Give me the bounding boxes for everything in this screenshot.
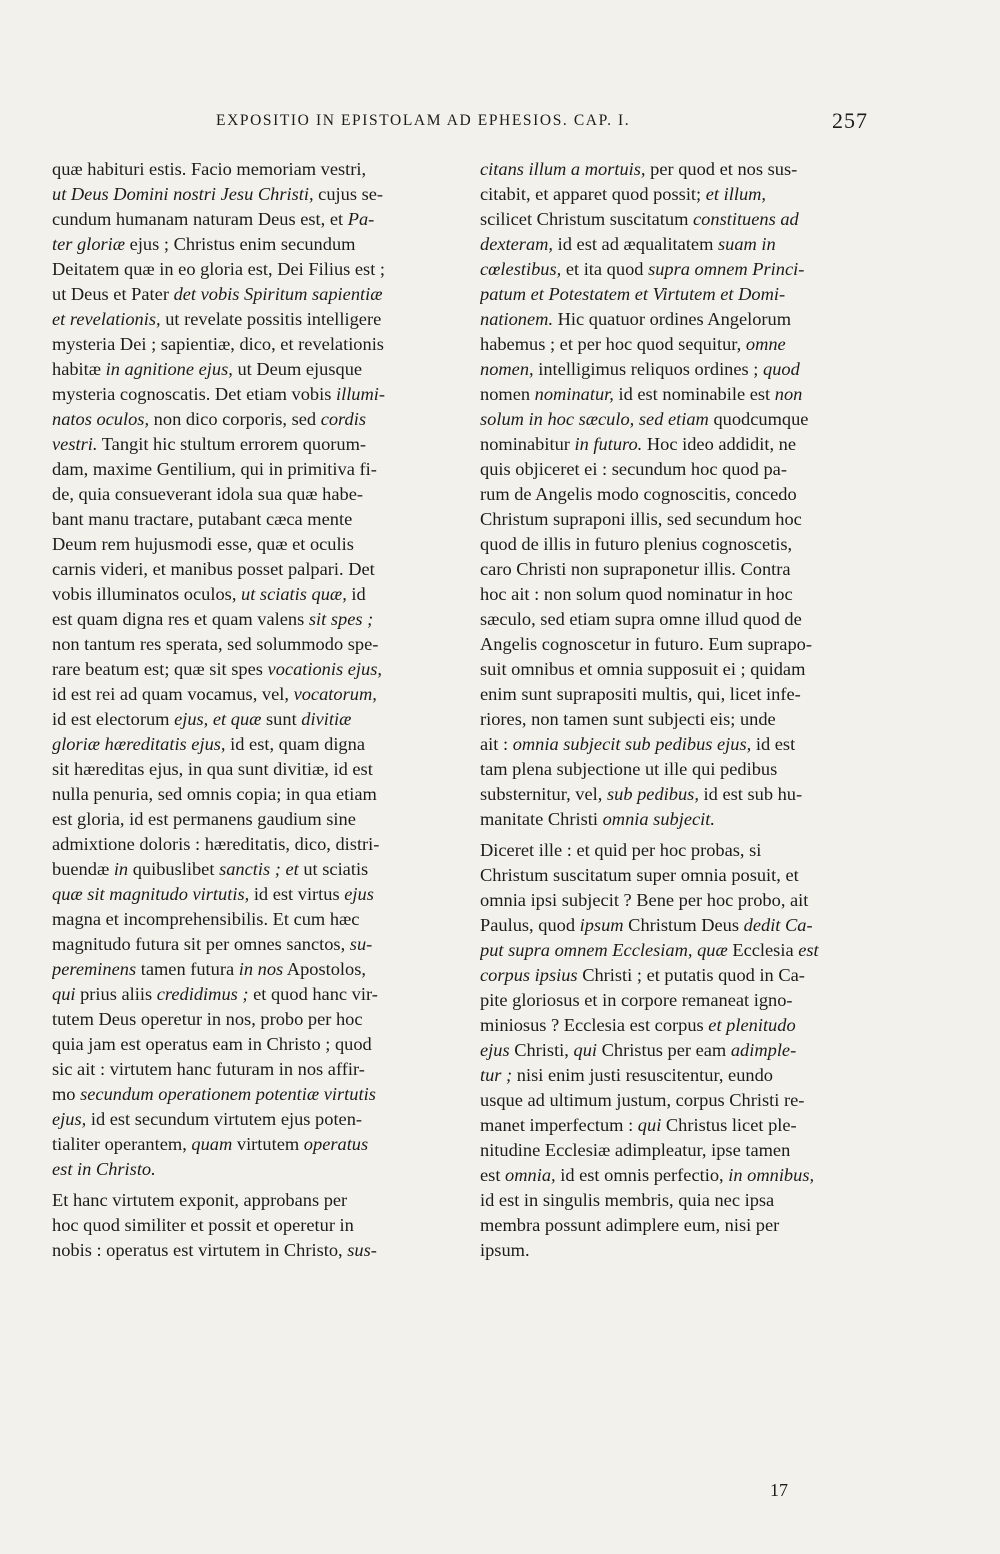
text-line <box>52 957 446 982</box>
italic-phrase: in futuro. <box>574 434 643 454</box>
text-run: habemus ; et per hoc quod sequitur, <box>480 334 746 354</box>
text-run: ut Deum ejusque <box>232 359 363 379</box>
text-run: est <box>480 1165 506 1185</box>
text-run: riores, non tamen sunt subjecti eis; unde <box>480 709 776 729</box>
text-run: Christum suscitatum super omnia posuit, et <box>480 865 799 885</box>
text-run: manitate Christi <box>480 809 603 829</box>
italic-phrase: ipsum <box>579 915 624 935</box>
text-run: rum de Angelis modo cognoscitis, concedo <box>480 484 797 504</box>
italic-phrase: vocatorum, <box>293 684 377 704</box>
text-line <box>52 582 446 607</box>
text-run: id est electorum <box>52 709 175 729</box>
italic-phrase: solum in hoc sæculo, sed etiam <box>480 409 709 429</box>
text-run: tutem Deus operetur in nos, probo per hoc <box>52 1009 363 1029</box>
text-run: hoc quod similiter et possit et operetur in <box>52 1215 354 1235</box>
text-line <box>480 682 872 707</box>
italic-phrase: cœlestibus, <box>480 259 562 279</box>
text-run: quæ habituri estis. Facio memoriam vestri, <box>52 159 367 179</box>
italic-phrase: ut Deus Domini nostri Jesu Christi, <box>52 184 314 204</box>
text-run: id est in singulis membris, quia nec ipsa <box>480 1190 775 1210</box>
signature-mark: 17 <box>770 1480 788 1500</box>
italic-phrase: quæ sit magnitudo virtutis, <box>52 884 250 904</box>
text-line <box>480 532 872 557</box>
italic-phrase: sanctis ; et <box>219 859 299 879</box>
text-line <box>480 407 872 432</box>
text-line <box>480 382 872 407</box>
text-run: id est sub hu- <box>698 784 803 804</box>
text-line <box>52 357 446 382</box>
text-line <box>52 1213 446 1238</box>
text-run: id est ad æqualitatem <box>553 234 718 254</box>
text-run: quodcumque <box>708 409 809 429</box>
text-run: Apostolos, <box>283 959 366 979</box>
text-line <box>480 257 872 282</box>
text-line <box>480 432 872 457</box>
text-run: habitæ <box>52 359 106 379</box>
left-text-column <box>52 157 446 1263</box>
italic-phrase: cordis <box>320 409 366 429</box>
text-line <box>480 1113 872 1138</box>
italic-phrase: put supra omnem Ecclesiam, quæ <box>480 940 728 960</box>
text-line <box>52 707 446 732</box>
text-run: magna et incomprehensibilis. Et cum hæc <box>52 909 360 929</box>
text-line <box>480 1013 872 1038</box>
text-run: tam plena subjectione ut ille qui pedibus <box>480 759 778 779</box>
text-run: id <box>346 584 366 604</box>
italic-phrase: vestri. <box>52 434 98 454</box>
italic-phrase: omnia subjecit. <box>602 809 715 829</box>
text-run: mysteria cognoscatis. Det etiam vobis <box>52 384 336 404</box>
italic-phrase: omnia, <box>505 1165 556 1185</box>
text-run: Paulus, quod <box>480 915 580 935</box>
text-line <box>52 757 446 782</box>
italic-phrase: et plenitudo <box>708 1015 796 1035</box>
italic-phrase: operatus <box>303 1134 369 1154</box>
text-line <box>480 632 872 657</box>
text-line <box>52 207 446 232</box>
italic-phrase: pereminens <box>52 959 137 979</box>
text-run: de, quia consueverant idola sua quæ habe- <box>52 484 364 504</box>
text-run: sic ait : virtutem hanc futuram in nos affir- <box>52 1059 365 1079</box>
italic-phrase: est in Christo. <box>52 1159 156 1179</box>
text-line <box>480 507 872 532</box>
text-line <box>52 482 446 507</box>
text-run: tamen futura <box>136 959 239 979</box>
italic-phrase: citans illum a mortuis, <box>480 159 646 179</box>
text-run: quia jam est operatus eam in Christo ; quod <box>52 1034 372 1054</box>
text-run: et ita quod <box>561 259 649 279</box>
text-run: Christum supraponi illis, sed secundum hoc <box>480 509 802 529</box>
text-run: cujus se- <box>313 184 384 204</box>
text-run: miniosus ? Ecclesia est corpus <box>480 1015 709 1035</box>
text-run: admixtione doloris : hæreditatis, dico, distri- <box>52 834 380 854</box>
text-run: Ecclesia <box>727 940 799 960</box>
text-run: Christum Deus <box>623 915 744 935</box>
text-run: caro Christi non supraponetur illis. Contra <box>480 559 791 579</box>
text-line <box>52 332 446 357</box>
text-line <box>52 432 446 457</box>
text-line <box>480 607 872 632</box>
text-run: omnia ipsi subjecit ? Bene per hoc probo, ait <box>480 890 809 910</box>
text-line <box>480 357 872 382</box>
italic-phrase: in agnitione ejus, <box>105 359 233 379</box>
italic-phrase: sus- <box>347 1240 377 1260</box>
text-line <box>480 863 872 888</box>
running-title: EXPOSITIO IN EPISTOLAM AD EPHESIOS. CAP. I. <box>216 112 631 129</box>
text-line <box>52 557 446 582</box>
italic-phrase: dedit Ca- <box>743 915 813 935</box>
text-line <box>52 532 446 557</box>
text-run: citabit, et apparet quod possit; <box>480 184 706 204</box>
text-run: ipsum. <box>480 1240 530 1260</box>
text-run: id est rei ad quam vocamus, vel, <box>52 684 294 704</box>
text-run: non tantum res sperata, sed solummodo spe- <box>52 634 379 654</box>
text-line <box>480 1138 872 1163</box>
text-line <box>52 507 446 532</box>
italic-phrase: et illum, <box>705 184 767 204</box>
text-line <box>480 913 872 938</box>
text-line <box>52 1188 446 1213</box>
text-run: ut sciatis <box>298 859 369 879</box>
text-run: id est, quam digna <box>225 734 365 754</box>
text-run: bant manu tractare, putabant cæca mente <box>52 509 353 529</box>
italic-phrase: nominatur, <box>534 384 614 404</box>
text-line <box>480 988 872 1013</box>
italic-phrase: omnia subjecit sub pedibus ejus, <box>512 734 752 754</box>
text-line <box>480 1038 872 1063</box>
text-run: Hic quatuor ordines Angelorum <box>553 309 792 329</box>
text-run: id est secundum virtutem ejus poten- <box>86 1109 363 1129</box>
italic-phrase: tur ; <box>480 1065 513 1085</box>
text-line <box>52 682 446 707</box>
italic-phrase: et revelationis, <box>52 309 161 329</box>
italic-phrase: quod <box>763 359 800 379</box>
text-run: manet imperfectum : <box>480 1115 638 1135</box>
text-run: mysteria Dei ; sapientiæ, dico, et revelationis <box>52 334 384 354</box>
text-run: nomen <box>480 384 535 404</box>
text-line <box>52 782 446 807</box>
italic-phrase: ejus, <box>52 1109 87 1129</box>
italic-phrase: natos oculos, <box>52 409 150 429</box>
italic-phrase: sub pedibus, <box>606 784 699 804</box>
italic-phrase: non <box>774 384 803 404</box>
italic-phrase: su- <box>349 934 373 954</box>
text-line <box>52 657 446 682</box>
text-line <box>52 407 446 432</box>
italic-phrase: supra omnem Princi- <box>648 259 805 279</box>
text-run: ut Deus et Pater <box>52 284 174 304</box>
text-line <box>52 157 446 182</box>
text-line <box>52 1007 446 1032</box>
italic-phrase: in <box>113 859 129 879</box>
text-line <box>52 882 446 907</box>
text-line <box>52 607 446 632</box>
text-line <box>480 782 872 807</box>
text-run: virtutem <box>232 1134 304 1154</box>
text-run: carnis videri, et manibus posset palpari. Det <box>52 559 375 579</box>
text-run: pite gloriosus et in corpore remaneat igno- <box>480 990 793 1010</box>
italic-phrase: in omnibus, <box>728 1165 815 1185</box>
text-run: quibuslibet <box>128 859 220 879</box>
text-line <box>480 557 872 582</box>
italic-phrase: nomen, <box>480 359 534 379</box>
text-line <box>480 232 872 257</box>
text-line <box>480 1063 872 1088</box>
text-line <box>480 1213 872 1238</box>
text-line <box>52 857 446 882</box>
text-run: Tangit hic stultum errorem quorum- <box>97 434 367 454</box>
text-line <box>52 1132 446 1157</box>
text-run: sunt <box>261 709 302 729</box>
text-line <box>52 807 446 832</box>
text-run: suit omnibus et omnia supposuit ei ; quidam <box>480 659 806 679</box>
text-run: intelligimus reliquos ordines ; <box>533 359 763 379</box>
text-run: prius aliis <box>75 984 157 1004</box>
text-line <box>52 257 446 282</box>
text-line <box>480 757 872 782</box>
text-run: vobis illuminatos oculos, <box>52 584 242 604</box>
text-run: ejus ; Christus enim secundum <box>125 234 356 254</box>
text-run: Christus licet ple- <box>661 1115 797 1135</box>
italic-phrase: ut sciatis quæ, <box>241 584 347 604</box>
page-number: 257 <box>832 108 868 133</box>
text-run: substernitur, vel, <box>480 784 607 804</box>
text-run: Diceret ille : et quid per hoc probas, si <box>480 840 762 860</box>
text-run: sit hæreditas ejus, in qua sunt divitiæ, id est <box>52 759 373 779</box>
italic-phrase: qui <box>637 1115 662 1135</box>
text-line <box>480 838 872 863</box>
italic-phrase: divitiæ <box>301 709 352 729</box>
running-head <box>0 108 1000 140</box>
text-run: Christi, <box>509 1040 574 1060</box>
text-line <box>480 963 872 988</box>
italic-phrase: omne <box>745 334 786 354</box>
text-line <box>52 1238 446 1263</box>
italic-phrase: qui <box>52 984 76 1004</box>
text-run: id est virtus <box>249 884 345 904</box>
text-run: Deitatem quæ in eo gloria est, Dei Filius est ; <box>52 259 386 279</box>
text-line <box>480 1088 872 1113</box>
italic-phrase: constituens ad <box>693 209 799 229</box>
italic-phrase: Pa- <box>347 209 375 229</box>
text-line <box>480 1238 872 1263</box>
italic-phrase: qui <box>573 1040 598 1060</box>
text-line <box>52 307 446 332</box>
text-line <box>480 307 872 332</box>
text-line <box>52 1057 446 1082</box>
text-line <box>52 1032 446 1057</box>
italic-phrase: secundum operationem potentiæ virtutis <box>80 1084 376 1104</box>
text-run: tialiter operantem, <box>52 1134 192 1154</box>
text-run: buendæ <box>52 859 114 879</box>
text-line <box>52 832 446 857</box>
italic-phrase: credidimus ; <box>156 984 249 1004</box>
text-line <box>52 1107 446 1132</box>
italic-phrase: suam in <box>718 234 776 254</box>
text-run: Et hanc virtutem exponit, approbans per <box>52 1190 348 1210</box>
text-run: ut revelate possitis intelligere <box>160 309 382 329</box>
italic-phrase: dexteram, <box>480 234 554 254</box>
text-run: quod de illis in futuro plenius cognoscetis, <box>480 534 793 554</box>
text-run: Christus per eam <box>597 1040 731 1060</box>
text-line <box>480 732 872 757</box>
italic-phrase: illumi- <box>335 384 386 404</box>
text-line <box>480 482 872 507</box>
text-run: membra possunt adimplere eum, nisi per <box>480 1215 780 1235</box>
text-run: id est nominabile est <box>613 384 775 404</box>
text-run: Deum rem hujusmodi esse, quæ et oculis <box>52 534 354 554</box>
italic-phrase: ter gloriæ <box>52 234 126 254</box>
text-run: est gloria, id est permanens gaudium sine <box>52 809 356 829</box>
text-line <box>480 282 872 307</box>
text-line <box>480 157 872 182</box>
italic-phrase: adimple- <box>730 1040 797 1060</box>
text-line <box>480 707 872 732</box>
italic-phrase: quam <box>191 1134 233 1154</box>
text-run: quis objiceret ei : secundum hoc quod pa- <box>480 459 787 479</box>
text-run: hoc ait : non solum quod nominatur in hoc <box>480 584 793 604</box>
text-line <box>480 657 872 682</box>
text-line <box>480 1163 872 1188</box>
text-line <box>52 457 446 482</box>
text-line <box>480 207 872 232</box>
text-line <box>52 632 446 657</box>
italic-phrase: sit spes ; <box>308 609 374 629</box>
text-run: et quod hanc vir- <box>248 984 378 1004</box>
text-line <box>480 457 872 482</box>
text-line <box>480 1188 872 1213</box>
right-text-column <box>480 157 872 1263</box>
italic-phrase: corpus ipsius <box>480 965 578 985</box>
text-line <box>480 807 872 832</box>
text-line <box>480 182 872 207</box>
italic-phrase: vocationis ejus, <box>267 659 382 679</box>
text-line <box>52 1157 446 1182</box>
text-run: Hoc ideo addidit, ne <box>642 434 797 454</box>
text-line <box>480 582 872 607</box>
text-line <box>52 907 446 932</box>
text-run: id est <box>751 734 796 754</box>
text-run: Christi ; et putatis quod in Ca- <box>577 965 805 985</box>
italic-phrase: patum et Potestatem et Virtutem et Domi- <box>480 284 786 304</box>
text-line <box>52 382 446 407</box>
text-run: id est omnis perfectio, <box>555 1165 729 1185</box>
text-line <box>52 1082 446 1107</box>
text-line <box>480 888 872 913</box>
text-run: est quam digna res et quam valens <box>52 609 309 629</box>
text-run: per quod et nos sus- <box>645 159 798 179</box>
italic-phrase: det vobis Spiritum sapientiæ <box>173 284 383 304</box>
text-run: enim sunt suprapositi multis, qui, licet infe- <box>480 684 801 704</box>
text-run: cundum humanam naturam Deus est, et <box>52 209 348 229</box>
text-run: magnitudo futura sit per omnes sanctos, <box>52 934 350 954</box>
italic-phrase: gloriæ hæreditatis ejus, <box>52 734 226 754</box>
italic-phrase: est <box>798 940 819 960</box>
text-run: Angelis cognoscetur in futuro. Eum suprapo- <box>480 634 812 654</box>
text-run: scilicet Christum suscitatum <box>480 209 694 229</box>
text-run: usque ad ultimum justum, corpus Christi re- <box>480 1090 805 1110</box>
text-run: nitudine Ecclesiæ adimpleatur, ipse tamen <box>480 1140 791 1160</box>
text-line <box>52 282 446 307</box>
text-run: non dico corporis, sed <box>149 409 321 429</box>
text-run: rare beatum est; quæ sit spes <box>52 659 268 679</box>
text-run: nobis : operatus est virtutem in Christo, <box>52 1240 348 1260</box>
text-line <box>480 938 872 963</box>
text-run: mo <box>52 1084 81 1104</box>
text-run: nulla penuria, sed omnis copia; in qua etiam <box>52 784 377 804</box>
text-run: nominabitur <box>480 434 575 454</box>
text-run: nisi enim justi resuscitentur, eundo <box>512 1065 773 1085</box>
text-line <box>52 982 446 1007</box>
text-line <box>52 182 446 207</box>
italic-phrase: ejus <box>344 884 374 904</box>
text-run: sæculo, sed etiam supra omne illud quod de <box>480 609 802 629</box>
italic-phrase: in nos <box>238 959 284 979</box>
italic-phrase: ejus <box>480 1040 510 1060</box>
text-line <box>480 332 872 357</box>
italic-phrase: nationem. <box>480 309 554 329</box>
text-line <box>52 232 446 257</box>
text-line <box>52 932 446 957</box>
text-run: dam, maxime Gentilium, qui in primitiva fi- <box>52 459 377 479</box>
text-line <box>52 732 446 757</box>
italic-phrase: ejus, et quæ <box>174 709 262 729</box>
text-run: ait : <box>480 734 513 754</box>
